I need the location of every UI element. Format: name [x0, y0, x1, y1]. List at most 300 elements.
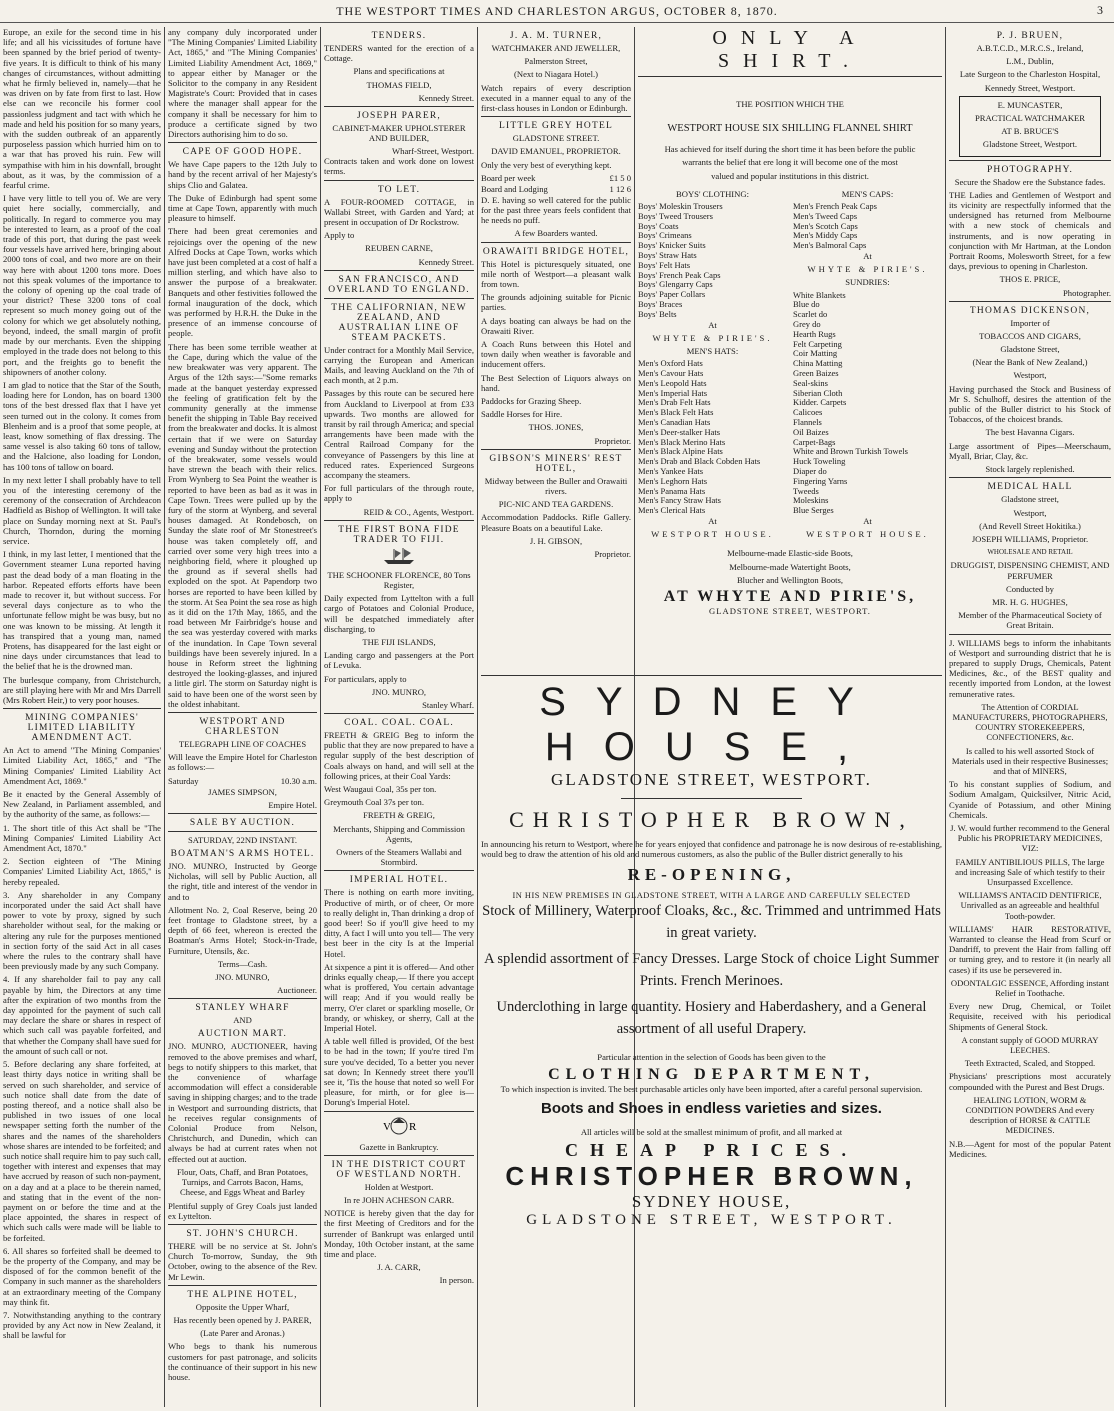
rate-value: £1 5 0: [609, 172, 631, 183]
divider: [481, 449, 631, 450]
muncaster-text: PRACTICAL WATCHMAKER: [974, 113, 1086, 124]
little-grey-heading: LITTLE GREY HOTEL: [499, 121, 613, 132]
photography-signature-title: Photographer.: [1063, 287, 1111, 298]
list-item: Felt Carpeting: [793, 338, 842, 349]
list-item: Men's Middy Caps: [793, 230, 858, 241]
medical-text: Physicians' prescriptions most accurately compounded with the Purest and Best Drugs.: [949, 1071, 1111, 1092]
list-item: Boys' Felt Hats: [638, 259, 691, 270]
list-item: Coir Matting: [793, 348, 838, 359]
dickenson-text: Westport,: [1013, 370, 1047, 381]
list-item: Scarlet do: [793, 309, 828, 320]
sydney-text: To which inspection is invited. The best purchasable articles only have been imported, after a careful personal supervision.: [500, 1083, 923, 1094]
coach-text: Will leave the Empire Hotel for Charleston as follows:—: [168, 752, 317, 773]
court-text: NOTICE is hereby given that the day for the first Meeting of Creditors and for the surrender of Bankrupt was enlarged until Monday, 10th October instant, at the same time and place.: [324, 1208, 474, 1260]
royal-crest-icon: [324, 1115, 474, 1142]
little-grey-text: D. E. having so well catered for the public for the past three years feels confident that he needs no puff.: [481, 194, 631, 226]
list-item: Calicoes: [793, 407, 823, 418]
list-item: Flannels: [793, 416, 822, 427]
store-name: WESTPORT HOUSE.: [806, 529, 929, 540]
shirt-text: THE POSITION WHICH THE: [736, 99, 844, 109]
to-let-place: Kennedy Street.: [418, 256, 474, 267]
dickenson-text: The best Havanna Cigars.: [985, 427, 1075, 438]
auction-venue: BOATMAN'S ARMS HOTEL.: [170, 849, 315, 860]
fiji-destination: THE FIJI ISLANDS,: [362, 636, 436, 647]
sundries-list: [793, 291, 942, 516]
shirt-name: WESTPORT HOUSE SIX SHILLING FLANNEL SHIRT: [667, 123, 913, 135]
list-item: Moleskins: [793, 495, 829, 506]
act-paragraph: 3. Any shareholder in any Company incorporated under the said Act shall have power to vote by proxy, signed by such shareholder without seal, for the making or altering any rule for the purposes mentioned in section forty of the said Act in all cases where the rules to the contrary shall have been previously made by any such Company.: [3, 889, 161, 972]
act-paragraph: 4. If any shareholder fail to pay any call payable by him, the Directors at any time after the expiration of two months from the day appointed for the payment of such call may declare the share or shares in respect of which such call was payable forfeited, and that whether the Company shall have sued for the amount of such call or not.: [3, 974, 161, 1056]
divider: [949, 634, 1111, 635]
sydney-underclothing: Underclothing in large quantity. Hosiery and Haberdashery, and a General assortment of all useful Drapery.: [496, 999, 927, 1038]
photography-signature: THOS E. PRICE,: [999, 274, 1061, 285]
list-item: Men's Scotch Caps: [793, 220, 858, 231]
divider: [949, 301, 1111, 302]
letter-paragraph: I have very little to tell you of. We are very quiet here socially, commercially, and politically. In regard to commerce you may be interested to learn, as a proof of the coal trade of this port, that during the past week four vessels have arrived here, bringing about 2000 tons of coal, and two more are on their way here with about 1200 tons more. Does not this speak volumes of the importance to the colony of opening up the coal trade of your district? These 3200 tons of coal represent so much money going out of the colony for which we get absolutely nothing, beyond, indeed, the small margin of profit made by our merchants. Even the shipping employed in the trade does not belong to this port, and the freights go to benefit the shipowners of another colony.: [3, 193, 161, 377]
wharf-produce: Flour, Oats, Chaff, and Bran Potatoes, Turnips, and Carrots Bacon, Hams, Cheese, and Eggs Wheat and Barley: [176, 1166, 308, 1198]
fiji-text: For particulars, apply to: [324, 673, 407, 684]
church-text: THERE will be no service at St. John's Church To-morrow, Sunday, the 9th October, owing to the absence of the Rev. Mr Lewin.: [168, 1240, 317, 1282]
coach-heading: WESTPORT AND CHARLESTON: [199, 717, 286, 737]
divider: [168, 831, 317, 832]
coach-subheading: TELEGRAPH LINE OF COACHES: [178, 739, 307, 749]
coal-signature: FREETH & GREIG,: [363, 810, 435, 821]
column-3: [324, 27, 474, 1407]
ship-icon: [324, 547, 474, 570]
medical-text: Teeth Extracted, Scaled, and Stopped.: [964, 1058, 1096, 1069]
dickenson-text: Stock largely replenished.: [985, 464, 1075, 475]
shirt-text: Has achieved for itself during the short time it has been before the public: [664, 144, 916, 155]
medical-text: HEALING LOTION, WORM & CONDITION POWDERS And every description of HORSE & CATTLE MEDICINES.: [965, 1094, 1095, 1136]
list-item: Men's Deer-stalker Hats: [638, 426, 721, 437]
boots-line: Blucher and Wellington Boots,: [736, 574, 844, 585]
column-6: [949, 27, 1111, 1407]
list-item: Boys' Knicker Suits: [638, 240, 706, 251]
tenders-text: Plans and specifications at: [353, 66, 445, 77]
store-banner: AT WHYTE AND PIRIE'S,: [663, 587, 917, 605]
church-heading: ST. JOHN'S CHURCH.: [186, 1228, 299, 1239]
gazette-heading: Gazette in Bankruptcy.: [359, 1141, 439, 1152]
divider: [168, 712, 317, 713]
column-4: [481, 27, 631, 674]
coal-text: Merchants, Shipping and Commission Agents,: [333, 823, 465, 844]
fiji-name: JNO. MUNRO,: [371, 686, 427, 697]
divider: [324, 270, 474, 271]
to-let-heading: TO LET.: [377, 184, 421, 195]
list-item: Seal-skins: [793, 377, 828, 388]
store-name: WHYTE & PIRIE'S.: [652, 332, 773, 343]
medical-text: MR. H. G. HUGHES,: [992, 596, 1068, 607]
list-item: Diaper do: [793, 465, 827, 476]
coal-text: Owners of the Steamers Wallabi and Stormbird.: [336, 846, 462, 868]
divider: [324, 106, 474, 107]
list-item: Men's Black Felt Hats: [638, 407, 714, 418]
court-signature-note: In person.: [439, 1275, 474, 1286]
sydney-address: GLADSTONE STREET, WESTPORT.: [551, 770, 872, 789]
reopening-heading: RE-OPENING,: [627, 865, 796, 885]
to-let-text: A FOUR-ROOMED COTTAGE, in Wallabi Street, with Garden and Yard; at present in occupation of Dr Rockstrow.: [324, 196, 474, 228]
orawaiti-text: A Coach Runs between this Hotel and town daily when weather is favorable and inducement offers.: [481, 339, 631, 370]
alpine-subheading: Opposite the Upper Wharf,: [195, 1301, 290, 1312]
sydney-text: All articles will be sold at the smallest minimum of profit, and all marked at: [580, 1126, 843, 1137]
boots-line: Melbourne-made Elastic-side Boots,: [727, 548, 853, 559]
orawaiti-text: Paddocks for Grazing Sheep.: [481, 396, 582, 407]
medical-hall-heading: MEDICAL HALL: [987, 482, 1073, 493]
sydney-house-ad: [481, 675, 942, 1405]
sundries-heading: SUNDRIES:: [845, 277, 890, 288]
divider: [324, 1155, 474, 1156]
list-item: Grey do: [793, 319, 821, 329]
act-paragraph: Be it enacted by the General Assembly of New Zealand, in Parliament assembled, and by the authority of the same, as follows:—: [3, 789, 161, 820]
medical-text: Every new Drug, Chemical, or Toilet Requisite, received with his periodical Shipments of General Stock.: [949, 1001, 1111, 1032]
dickenson-text: Importer of: [1010, 317, 1050, 328]
fiji-text: Landing cargo and passengers at the Port of Levuka.: [324, 650, 474, 671]
court-signature: J. A. CARR,: [377, 1262, 421, 1273]
gibson-text: Accommodation Paddocks. Rifle Gallery. Pleasure Boats on a beautiful Lake.: [481, 512, 631, 533]
imperial-heading: IMPERIAL HOTEL.: [349, 875, 449, 886]
svg-text:R: R: [409, 1120, 417, 1133]
wharf-text: Plentiful supply of Grey Coals just landed ex Lyttelton.: [168, 1200, 317, 1221]
sydney-title-small: SYDNEY HOUSE,: [631, 1192, 792, 1212]
bruen-text: A.B.T.C.D., M.R.C.S., Ireland,: [976, 43, 1084, 53]
imperial-verse: A table well filled is provided, Of the best to be had in the town; If you're tired I'm sure you've decided, To a better you never sat down; In Kennedy street there you'll see it, 'Tis the house that noted so well For pleasure, for mirth, or for glee is— Dorung's Imperial Hotel.: [324, 1036, 474, 1108]
californian-text: Under contract for a Monthly Mail Service, carrying the European and American Mails, and leaving Auckland on the 7th of each month, at 2 p.m.: [324, 344, 474, 386]
divider: [324, 298, 474, 299]
list-item: Fingering Yarns: [793, 475, 848, 486]
californian-heading: THE CALIFORNIAN, NEW ZEALAND, AND AUSTRALIAN LINE OF STEAM PACKETS.: [331, 302, 467, 343]
sydney-address-large: GLADSTONE STREET, WESTPORT.: [526, 1212, 897, 1229]
list-item: Carpet-Bags: [793, 436, 836, 447]
fiji-text: Daily expected from Lyttelton with a full cargo of Potatoes and Colonial Produce, will be despatched immediately after discharging, to: [324, 593, 474, 634]
medical-text: DRUGGIST, DISPENSING CHEMIST, AND PERFUMER: [950, 560, 1110, 581]
alpine-text: (Late Parer and Aronas.): [200, 1328, 285, 1339]
list-item: Boys' Crimeans: [638, 230, 692, 241]
men-caps-list: [793, 202, 942, 251]
tenders-heading: TENDERS.: [371, 31, 427, 41]
californian-signature: REID & CO., Agents, Westport.: [363, 506, 474, 517]
parer-place: Wharf-Street, Westport.: [392, 146, 474, 157]
gibson-signature: J. H. GIBSON,: [529, 535, 583, 546]
divider: [324, 520, 474, 521]
act-paragraph: 1. The short title of this Act shall be "The Mining Companies' Limited Liability Act Amendment Act, 1870.": [3, 822, 161, 854]
photography-heading: PHOTOGRAPHY.: [986, 164, 1074, 175]
column-rule: [477, 27, 478, 1407]
cape-paragraph: There had been great ceremonies and rejoicings over the opening of the new Alfred Docks at Cape Town, works which have just been completed at a cost of half a million sterling, and which have also to answer the purpose of a breakwater. Banquets and other festivities followed the formal inauguration of the dock, which was performed by H.R.H. the Duke in the presence of an immense concourse of people.: [168, 226, 317, 339]
auction-terms: Terms—Cash.: [217, 958, 268, 969]
court-subheading: Holden at Westport.: [364, 1181, 434, 1192]
coach-time: 10.30 a.m.: [280, 775, 317, 786]
photography-text: THE Ladies and Gentlemen of Westport and its vicinity are respectfully informed that the undersigned has returned from Melbourne with a new stock of chemicals and instruments, and is now operating in conjunction with Mr Hartman, at the London Portrait Rooms, Molesworth Street, for a few days, previous to opening in Charleston.: [949, 189, 1111, 272]
sydney-text: Particular attention in the selection of Goods has been given to the: [597, 1052, 826, 1063]
turner-place: (Next to Niagara Hotel.): [514, 69, 598, 80]
court-heading: IN THE DISTRICT COURT OF WESTLAND NORTH.: [331, 1159, 467, 1180]
parer-heading: JOSEPH PARER,: [357, 110, 441, 121]
auction-text: JNO. MUNRO, Instructed by George Nicholas, will sell by Public Auction, all the right, title and interest of the vendor in and to: [168, 861, 317, 902]
act-paragraph: 2. Section eighteen of "The Mining Companies' Limited Liability Act, 1865," is hereby repealed.: [3, 856, 161, 887]
act-paragraph: 7. Notwithstanding anything to the contrary provided by any Act now in New Zealand, it shall be lawful for: [3, 1309, 161, 1341]
californian-text: Passages by this route can be secured here from Auckland to Liverpool at from £33 upwards. Two months are allowed for transit by rail through America; and special arrangements have been made with the Central Railroad Company for the conveyance of Passengers by this line at reduced rates. Experienced Surgeons accompany the steamers.: [324, 388, 474, 481]
muncaster-box: [959, 96, 1101, 157]
store-name: WHYTE & PIRIE'S.: [807, 264, 928, 275]
list-item: Men's Leghorn Hats: [638, 475, 708, 486]
court-re: In re JOHN ACHESON CARR.: [343, 1195, 455, 1206]
medical-text: ODONTALGIC ESSENCE, Affording instant Relief in Toothache.: [950, 977, 1110, 999]
divider: [621, 798, 802, 799]
men-hats-heading: MEN'S HATS:: [686, 345, 739, 356]
medical-text: WILLIAMS' HAIR RESTORATIVE, Warranted to cleanse the Head from Scurf or Dandriff, to prevent the Hair from falling off or turning grey, and to restore it (in nearly all cases) if its use be persevered in.: [949, 923, 1111, 975]
at-label: At: [708, 319, 717, 330]
list-item: Boys' Paper Collars: [638, 289, 706, 300]
act-heading: MINING COMPANIES' LIMITED LIABILITY AMENDMENT ACT.: [25, 713, 139, 744]
store-address: GLADSTONE STREET, WESTPORT.: [709, 605, 871, 616]
list-item: Men's French Peak Caps: [793, 201, 877, 212]
alpine-text: Has recently been opened by J. PARER,: [173, 1314, 312, 1325]
letter-paragraph: I am glad to notice that the Star of the South, loading here for London, has on board 1300 tons of the best dressed flax that I have yet seen turned out in the colony. It comes from Blenheim and is a proof that some people, at least, know something of flax dressing. The same vessel is also taking 60 tons of tallow, and the Halcione, also loading for London, has 100 tons of tallow on board.: [3, 379, 161, 472]
clothing-left: [638, 189, 787, 543]
dickenson-text: Gladstone Street,: [1000, 344, 1060, 355]
whyte-pirie-ad: [638, 27, 942, 674]
page-header: [0, 0, 1114, 23]
fiji-ship: THE SCHOONER FLORENCE, 80 Tons Register,: [327, 569, 471, 590]
medical-text: WILLIAMS'S ANTACID DENTIFRICE, Unrivalled as an agreeable and healthful Tooth-powder.: [958, 890, 1102, 921]
divider: [324, 1111, 474, 1112]
svg-text:V: V: [383, 1120, 391, 1133]
californian-text: For full particulars of the through route, apply to: [324, 483, 474, 504]
alpine-text: Who begs to thank his numerous customers for past patronage, and solicits the continuance of their support in his new house.: [168, 1341, 317, 1382]
divider: [168, 998, 317, 999]
list-item: White and Brown Turkish Towels: [793, 446, 908, 457]
men-caps-heading: MEN'S CAPS:: [841, 188, 894, 199]
column-rule: [945, 27, 946, 1407]
orawaiti-text: This Hotel is picturesquely situated, one mile north of Westport—a pleasant walk from town.: [481, 258, 631, 290]
divider: [168, 813, 317, 814]
to-let-text: Apply to: [324, 230, 355, 241]
coach-place: Empire Hotel.: [268, 799, 317, 810]
little-grey-proprietor: DAVID EMANUEL, PROPRIETOR.: [491, 146, 621, 157]
orawaiti-text: A days boating can always be had on the Orawaiti River.: [481, 315, 631, 336]
medical-text: WHOLESALE AND RETAIL: [987, 548, 1073, 557]
letter-paragraph: Europe, an exile for the second time in his life; and all his vicissitudes of fortune have been spanned by the brief period of twenty-five years. It is difficult to think of his many changes of circumstances, without admitting what he firmly believed in, namely—that he was driven on by fate from first to last. How else can we reconcile his former cool passionless judgment and tact with which he made and held his position for so many years, with the sudden outbreak of an apparently purposeless passion which hurried him on to a war that has proved his ruin. Few will sympathise with him in his downfall, brought about, as it was, by the commission of a fearful crime.: [3, 27, 161, 191]
bruen-text: Late Surgeon to the Charleston Hospital,: [959, 69, 1101, 80]
dickenson-text: (Near the Bank of New Zealand,): [972, 357, 1088, 368]
wharf-text: JNO. MUNRO, AUCTIONEER, having removed to the above premises and wharf, begs to notify shippers to this market, that the convenience of wharfage accommodation will effect a considerable saving in shipping charges; and to the trade in Westport and surrounding districts, that he receives regular consignments of Colonial Produce from Nelson, Christchurch, and Dunedin, which can always be had at current rates when not effected out at auction.: [168, 1041, 317, 1164]
shirt-text: warrants the belief that ere long it will become one of the most: [682, 157, 898, 168]
tenders-name: THOMAS FIELD,: [366, 79, 432, 90]
orawaiti-text: Saddle Horses for Hire.: [481, 409, 563, 420]
parer-text: Contracts taken and work done on lowest terms.: [324, 156, 474, 177]
coach-timetable: [168, 776, 317, 787]
coal-price: West Waugaui Coal, 35s per ton.: [324, 783, 437, 794]
list-item: Green Baizes: [793, 367, 839, 378]
list-item: Men's Imperial Hats: [638, 387, 708, 398]
list-item: Hearth Rugs: [793, 328, 836, 339]
gibson-text: Midway between the Buller and Orawaiti rivers.: [484, 475, 628, 496]
column-rule: [320, 27, 321, 1407]
list-item: Men's Cavour Hats: [638, 367, 704, 378]
column-1: [3, 27, 161, 1407]
list-item: Oil Baizes: [793, 426, 829, 437]
act-paragraph: 5. Before declaring any share forfeited, at least thirty days notice in writing shall be served on such shareholder, and service of such notice shall date from the date of posting thereof, and a notice shall also be published in two issues of one local newspaper setting forth the number of the shares and the names of the shareholders whose shares are intended to be forfeited; and such notice shall require him to pay such call, together with interest and expenses that may have accrued by reason of such non-payment, on a day and at a place to be therein named, and stating that in the event of the non-payment on or before the time and at the place appointed, the shares in respect of which such calls were made will be liable to be forfeited.: [3, 1059, 161, 1243]
medical-text: (And Revell Street Hokitika.): [979, 520, 1081, 531]
gibson-signature-title: Proprietor.: [594, 548, 631, 559]
column-rule: [164, 27, 165, 1407]
medical-text: J. W. would further recommend to the General Public his PROPRIETARY MEDICINES, VIZ:: [950, 822, 1110, 854]
men-hats-list: [638, 359, 787, 516]
medical-text: FAMILY ANTIBILIOUS PILLS, The large and increasing Sale of which testify to their Unsurpassed Excellence.: [955, 856, 1105, 887]
sydney-text: IN HIS NEW PREMISES IN GLADSTONE STREET, WITH A LARGE AND CAREFULLY SELECTED: [512, 891, 911, 901]
orawaiti-signature: THOS. JONES,: [528, 422, 584, 433]
list-item: Men's Black Alpine Hats: [638, 446, 723, 457]
act-paragraph: An Act to amend "The Mining Companies' Limited Liability Act, 1865," and "The Mining Companies' Limited Liability Act Amendment Act, 1869.": [3, 745, 161, 786]
act-paragraph: 6. All shares so forfeited shall be deemed to be the property of the Company, and may be disposed of for the common benefit of the Company in such manner as the shareholders at an extraordinary meeting of the Company may think fit.: [3, 1245, 161, 1307]
medical-text: Is called to his well assorted Stock of Materials used in their respective Businesses; and that of MINERS,: [951, 745, 1109, 776]
list-item: Men's Oxford Hats: [638, 358, 703, 369]
list-item: Men's Drab and Black Cobden Hats: [638, 456, 761, 467]
at-label: At: [863, 251, 872, 261]
imperial-verse: There is nothing on earth more inviting, Productive of mirth, or of cheer, Or more to really delight in, Than drinking a drop of good beer! So if you'll give heed to my ditty, A fact I will unto you tell— The very best beer in the city Is at the Imperial Hotel.: [324, 887, 474, 959]
coach-signature: JAMES SIMPSON,: [208, 786, 277, 797]
divider: [168, 1285, 317, 1286]
orawaiti-heading: ORAWAITI BRIDGE HOTEL,: [482, 246, 630, 257]
medical-text: To his constant supplies of Sodium, and Sodium Amalgam, Quicksilver, Nitric Acid, Cyanide of Potassium, and other Mining Chemicals.: [949, 779, 1111, 820]
list-item: Men's Panama Hats: [638, 485, 706, 496]
divider: [481, 242, 631, 243]
orawaiti-text: The grounds adjoining suitable for Picnic parties.: [481, 292, 631, 313]
at-label: At: [863, 515, 872, 526]
wharf-subheading: AUCTION MART.: [197, 1029, 288, 1040]
gibson-text: PIC-NIC AND TEA GARDENS.: [498, 499, 614, 510]
list-item: Men's Balmoral Caps: [793, 240, 867, 251]
cape-paragraph: There has been some terrible weather at the Cape, during which the value of the new breakwater was very apparent. The Argus of the 12th says:—"Some remarks made at the banquet yesterday expressed the feeling of gratification felt by the community generally at the immense benefit the shipping in Table Bay received from the breakwater and docks. It is almost certain that if we were on Saturday evening and Sunday without the protection of the breakwater, some vessels would have strewn the beach with their relics. From Wynberg to Sea Point the weather is reported to have been as bad as it was in Cape Town. Trees were pulled up by the fury of the storm at Wynberg, and several houses damaged. At Rondebosch, on Sunday the slate roof of Mr Stonestreet's house was taken completely off, and carried over some very high trees into a neighboring field, where it ploughed up the ground as if several shells had exploded on the spot. At Papendorp two horses are reported to have been killed by the storm. At Sea Point the sea rose as high as it did on the 17th May, 1865, and the road between Mr Fairbridge's house and the sea was yesterday covered with marks of the inundation. In Cape Town several buildings have been severely injured. In a house in Reform street the lightning destroyed the looking-glasses, and injured a little girl. The storm on Saturday night is said to have been one of the worst seen by the oldest inhabitant.: [168, 341, 317, 709]
medical-text: Conducted by: [1006, 583, 1054, 594]
orawaiti-signature-title: Proprietor.: [594, 435, 631, 446]
little-grey-rate: [481, 173, 631, 184]
divider: [324, 713, 474, 714]
letter-paragraph: In my next letter I shall probably have to tell you of the interesting ceremony of the ceremony of the consecration of Archdeacon Hadfield as Bishop of Wellington. It will take place on Sunday morning next at St. Paul's Church, Thorndon, during the morning service.: [3, 474, 161, 546]
turner-text: Watch repairs of every description executed in a manner equal to any of the first-class houses in London or Edinburgh.: [481, 82, 631, 114]
masthead: THE WESTPORT TIMES AND CHARLESTON ARGUS, OCTOBER 8, 1870.: [336, 3, 778, 18]
act-continuation: any company duly incorporated under "The Mining Companies' Limited Liability Act, 1865," and "The Mining Companies' Limited Liability Amendment Act, 1869," to appear either by Manager or the Solicitor to the company in any Resident Magistrate's Court: Provided that in cases where the manager shall appear for the company it shall be necessary for him to produce a certificate signed by two Directors authorising him to do so.: [168, 27, 317, 140]
coal-text: FREETH & GREIG Beg to inform the public that they are now prepared to have a regular supply of the best description of Coals always on hand, and will sell at the following prices, at their Coal Yards:: [324, 729, 474, 781]
list-item: Blue Serges: [793, 505, 834, 516]
divider: [949, 477, 1111, 478]
tenders-place: Kennedy Street.: [418, 92, 474, 103]
rate-label: Board and Lodging: [481, 183, 548, 194]
to-let-name: REUBEN CARNE,: [365, 243, 433, 254]
list-item: Boys' Coats: [638, 220, 679, 231]
rate-label: Board per week: [481, 172, 536, 183]
list-item: Men's Yankee Hats: [638, 465, 704, 476]
medical-text: J. WILLIAMS begs to inform the inhabitants of Westport and surrounding district that he is prepared to supply Drugs, Chemicals, Patent Medicines, &c., of the BEST quality and recently imported from London, at the lowest remunerative rates.: [949, 637, 1111, 699]
list-item: Men's Clerical Hats: [638, 505, 706, 516]
wharf-heading: STANLEY WHARF: [195, 1003, 290, 1014]
sydney-dresses: A splendid assortment of Fancy Dresses. Large Stock of choice Light Summer Prints. French Merinoes.: [484, 951, 939, 990]
little-grey-text: A few Boarders wanted.: [514, 228, 598, 239]
divider: [324, 180, 474, 181]
muncaster-text: AT B. BRUCE'S: [1001, 126, 1059, 137]
proprietor-name: CHRISTOPHER BROWN,: [509, 807, 914, 832]
dickenson-text: TOBACCOS AND CIGARS,: [979, 330, 1081, 341]
list-item: Boys' Straw Hats: [638, 250, 697, 260]
medical-text: Westport,: [1013, 507, 1047, 518]
medical-text: JOSEPH WILLIAMS, Proprietor.: [971, 533, 1089, 544]
cheap-prices: CHEAP PRICES.: [564, 1140, 859, 1161]
orawaiti-text: The Best Selection of Liquors always on hand.: [481, 372, 631, 393]
fiji-place: Stanley Wharf.: [422, 699, 474, 710]
turner-place: Palmerston Street,: [524, 56, 588, 67]
gibson-heading: GIBSON'S MINERS' REST HOTEL,: [489, 453, 623, 474]
page-number: 3: [1097, 3, 1104, 17]
list-item: Boys' Glengarry Caps: [638, 279, 713, 290]
dickenson-text: Large assortment of Pipes—Meerschaum, Myall, Briar, Clay, &c.: [949, 440, 1111, 461]
auction-date: SATURDAY, 22ND INSTANT.: [188, 834, 297, 845]
divider: [481, 116, 631, 117]
bruen-text: L.M., Dublin,: [1006, 56, 1054, 67]
auction-text: Allotment No. 2, Coal Reserve, being 20 feet frontage to Gladstone street, by a depth of 66 feet, whereon is erected the Boatman's Arms Hotel; Stock-in-Trade, Furniture, Utensils, &c.: [168, 904, 317, 956]
turner-heading: J. A. M. TURNER,: [509, 31, 603, 41]
at-label: At: [708, 515, 717, 526]
medical-text: Gladstone street,: [1001, 494, 1059, 505]
list-item: Boys' Moleskin Trousers: [638, 201, 723, 212]
parer-subheading: CABINET-MAKER UPHOLSTERER AND BUILDER,: [332, 122, 466, 144]
medical-text: N.B.—Agent for most of the popular Patent Medicines.: [949, 1138, 1111, 1159]
list-item: Men's Drab Felt Hats: [638, 397, 711, 408]
coal-heading: COAL. COAL. COAL.: [344, 717, 454, 728]
letter-paragraph: The burlesque company, from Christchurch, are still playing here with Mr and Mrs Darrell (Mrs Robert Heir,) to very poor houses.: [3, 674, 161, 705]
little-grey-text: Only the very best of everything kept.: [481, 159, 612, 170]
medical-text: A constant supply of GOOD MURRAY LEECHES.: [961, 1034, 1099, 1056]
clothing-heading: CLOTHING DEPARTMENT,: [548, 1065, 875, 1083]
wharf-and: AND: [233, 1015, 252, 1026]
dickenson-heading: THOMAS DICKENSON,: [969, 305, 1091, 316]
list-item: Blue do: [793, 299, 820, 310]
tenders-text: TENDERS wanted for the erection of a Cottage.: [324, 43, 474, 64]
cape-paragraph: We have Cape papers to the 12th July to hand by the recent arrival of her Majesty's ships Clio and Galatea.: [168, 159, 317, 190]
divider: [949, 160, 1111, 161]
imperial-verse: At sixpence a pint it is offered— And other drinks equally cheap,— If there you accept what is proffered, You certain advantage will reap; And if you would really be merry, O'er claret or sparkling moselle, Or brandy, or whiskey, or sherry, Call at the Imperial Hotel.: [324, 961, 474, 1033]
bruen-heading: P. J. BRUEN,: [996, 31, 1064, 41]
list-item: China Matting: [793, 358, 843, 369]
muncaster-heading: E. MUNCASTER,: [997, 99, 1063, 110]
medical-text: Member of the Pharmaceutical Society of Great Britain.: [958, 610, 1102, 631]
divider: [168, 142, 317, 143]
list-item: Boys' French Peak Caps: [638, 269, 721, 280]
shirt-text: valued and popular institutions in this district.: [711, 170, 869, 181]
list-item: Huck Toweling: [793, 456, 846, 467]
rate-value: 1 12 6: [609, 183, 631, 194]
boys-heading: BOYS' CLOTHING:: [676, 188, 749, 199]
list-item: Men's Black Merino Hats: [638, 436, 726, 447]
proprietor-name-large: CHRISTOPHER BROWN,: [505, 1161, 918, 1192]
letter-paragraph: I think, in my last letter, I mentioned that the Government steamer Luna reported having past the dead body of a man floating in the harbor. Repeated efforts efforts have been made to recover it, but without success. For several days conjecture as to who the unfortunate fellow might be was busy, but no one was known to be missing. At length it has transpired that a young man, named Protens, has disappeared for the last eight or nine days under circumstances that lead to the belief that he is the drowned man.: [3, 549, 161, 672]
list-item: Kidder. Carpets: [793, 397, 847, 408]
bruen-text: Kennedy Street, Westport.: [984, 82, 1076, 93]
fiji-heading: THE FIRST BONA FIDE TRADER TO FIJI.: [338, 524, 460, 545]
store-name: WESTPORT HOUSE.: [651, 529, 774, 540]
cape-paragraph: The Duke of Edinburgh had spent some time at Cape Town, apparently with much pleasure to himself.: [168, 192, 317, 224]
sf-heading: SAN FRANCISCO, AND OVERLAND TO ENGLAND.: [328, 274, 470, 295]
coal-price: Greymouth Coal 37s per ton.: [324, 797, 425, 808]
boots-headline: Boots and Shoes in endless varieties and sizes.: [541, 1099, 882, 1117]
list-item: Men's Leopold Hats: [638, 377, 707, 388]
list-item: Siberian Cloth: [793, 387, 843, 398]
divider: [638, 76, 942, 77]
boots-line: Melbourne-made Watertight Boots,: [729, 561, 851, 572]
list-item: Men's Tweed Caps: [793, 210, 858, 221]
boys-list: [638, 202, 787, 320]
divider: [324, 870, 474, 871]
list-item: Men's Fancy Straw Hats: [638, 495, 721, 506]
